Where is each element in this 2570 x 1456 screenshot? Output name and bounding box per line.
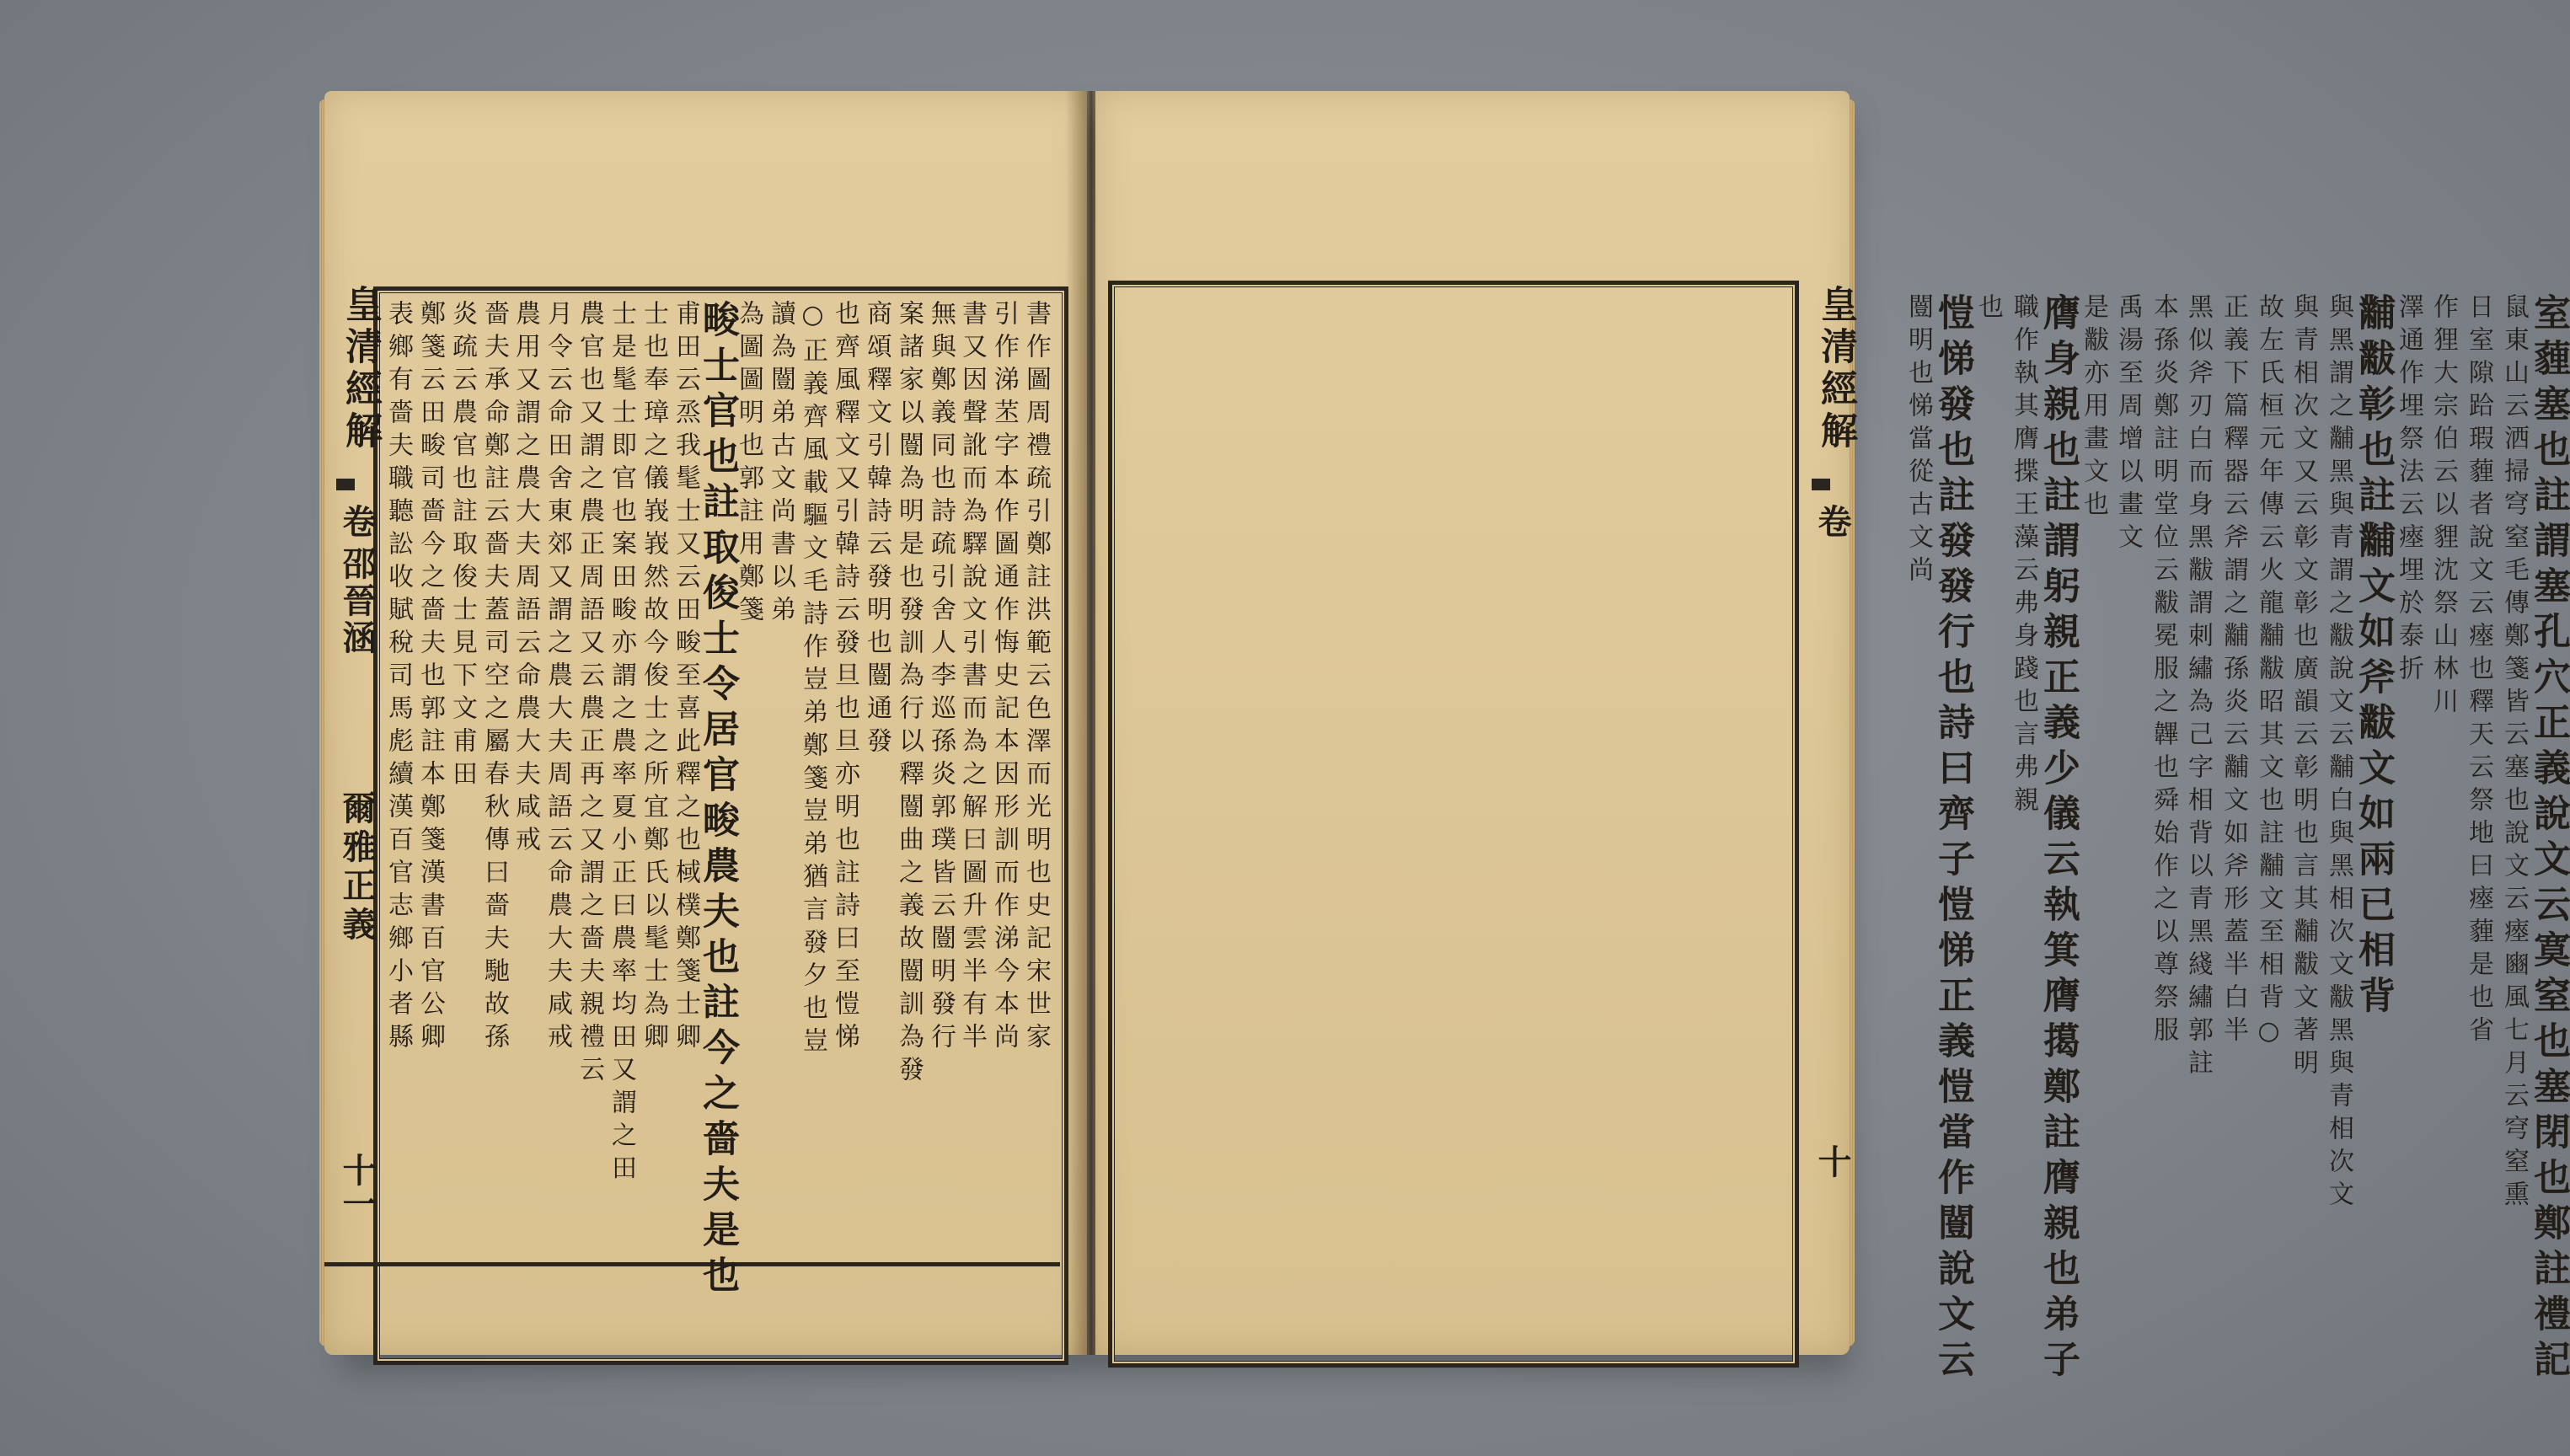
- commentary-column: 與黑謂之黼黑與青謂之黻說文云黼白與黑相次文黻黑與青相次文: [2324, 293, 2353, 1213]
- commentary-column: 是黻亦用畫文也: [2079, 293, 2108, 523]
- commentary-column: 表鄉有嗇夫職聽訟收賦稅司馬彪續漢百官志鄉小者縣: [383, 300, 413, 1056]
- right-margin-title: 皇清經解: [1814, 285, 1857, 453]
- left-margin-page-number: 十一: [337, 1153, 377, 1220]
- commentary-column: 商頌釋文引韓詩云發明也闓通發: [862, 300, 891, 760]
- commentary-column: 士也奉璋之儀峩峩然故今俊士之所宜鄭氏以髦士為卿: [639, 300, 668, 1056]
- commentary-column: 故左氏桓元年傳云火龍黼黻昭其文也註黼文至相背○: [2254, 293, 2284, 1053]
- right-margin-volume: 卷: [1812, 504, 1852, 538]
- headword-column: 愷悌發也註發發行也詩曰齊子愷悌正義愷當作闓說文云: [1931, 293, 1974, 1385]
- commentary-column: 正義下篇釋器云斧謂之黼孫炎云黼文如斧形蓋半白半: [2219, 293, 2248, 1049]
- right-page: [1095, 91, 2570, 1385]
- commentary-column: 書又因聲訛而為驛說文引書而為之解曰圖升雲半有半: [957, 300, 987, 1056]
- commentary-column: 月令云命田舍東郊又謂之農大夫周語云命農大夫咸戒: [543, 300, 572, 1056]
- commentary-column: 鼠東山云洒掃穹窒毛傳鄭箋皆云塞也說文云瘞豳風七月云穹窒熏: [2499, 293, 2529, 1213]
- commentary-column: 日室隙跲瑕薶者說文云瘞也釋天云祭地曰瘞薶是也省: [2464, 293, 2493, 1049]
- right-margin-page-number: 十: [1812, 1144, 1852, 1178]
- right-text-frame: [1108, 281, 1799, 1368]
- commentary-column: 嗇夫承命鄭註云嗇夫蓋司空之屬春秋傳曰嗇夫馳故孫: [479, 300, 509, 1056]
- commentary-column: 案諸家以闓為明是也發訓為行以釋闓曲之義故闓訓為發: [894, 300, 924, 1089]
- commentary-column: 甫田云烝我髦士又云田畯至喜此釋之也棫樸鄭箋士卿: [671, 300, 700, 1056]
- commentary-column: ○正義齊風載驅文毛詩作豈弟鄭箋豈弟猶言發夕也豈: [798, 300, 827, 1060]
- left-margin-chapter: 爾雅正義: [337, 790, 377, 945]
- commentary-column: 也: [1973, 293, 2003, 326]
- commentary-column: 黑似斧刃白而身黑黻謂刺繡為己字相背以青黑綫繡郭註: [2183, 293, 2213, 1082]
- commentary-column: 農用又謂之農大夫周語云命農大夫咸戒: [511, 300, 540, 859]
- commentary-column: 士是髦士即官也案田畯亦謂之農率夏小正曰農率均田又謂之田: [607, 300, 636, 1187]
- commentary-column: 闓明也悌當從古文尚: [1903, 293, 1933, 589]
- headword-column: 畯士官也註取俊士令居官畯農夫也註今之嗇夫是也: [696, 300, 739, 1301]
- commentary-column: 書作圖周禮疏引鄭註洪範云色澤而光明也史記宋世家: [1021, 300, 1051, 1056]
- commentary-column: 為圖圖明也郭註用鄭箋: [734, 300, 763, 629]
- left-margin-volume: 卷: [337, 504, 377, 538]
- commentary-column: 無與鄭義同也詩疏引舍人李巡孫炎郭璞皆云闓明發行: [926, 300, 956, 1056]
- commentary-column: 本孫炎鄭註明堂位云黻冕服之韠也舜始作之以尊祭服: [2149, 293, 2178, 1049]
- commentary-column: 澤通作埋祭法云瘞埋於泰折: [2394, 293, 2423, 688]
- fish-tail-mark: [336, 479, 355, 490]
- left-margin-scholar: 邵晉涵: [337, 546, 377, 657]
- commentary-column: 職作執其膺揲王藻云弗身踐也言弗親: [2009, 293, 2038, 819]
- commentary-column: 農官也又謂之農正周語又云農正再之又謂之嗇夫親禮云: [575, 300, 604, 1089]
- left-page: [324, 91, 1087, 1355]
- left-margin-title: 皇清經解: [339, 285, 382, 453]
- headword-column: 膺身親也註謂躬親正義少儀云執箕膺擖鄭註膺親也弟子: [2037, 293, 2080, 1385]
- commentary-column: 作狸大宗伯云以貍沈祭山林川: [2428, 293, 2458, 720]
- commentary-column: 也齊風釋文又引韓詩云發旦也旦亦明也註詩曰至愷悌: [830, 300, 859, 1056]
- commentary-column: 與青相次文又云彰文彰也廣韻云彰明也言其黼黻文著明: [2289, 293, 2318, 1082]
- commentary-column: 禹湯至周增以畫文: [2113, 293, 2143, 556]
- commentary-column: 鄭箋云田畯司嗇今之嗇夫也郭註本鄭箋漢書百官公卿: [415, 300, 445, 1056]
- commentary-column: 讀為闓弟古文尚書以弟: [766, 300, 795, 629]
- open-book: [324, 91, 2570, 1385]
- commentary-column: 炎疏云農官也註取俊士見下文甫田: [447, 300, 477, 793]
- headword-column: 黼黻彰也註黼文如斧黻文如兩已相背: [2352, 293, 2395, 1021]
- fish-tail-mark: [1812, 479, 1830, 490]
- headword-column: 室薶塞也註謂塞孔穴正義說文云寞窒也塞閉也鄭註禮記: [2527, 293, 2570, 1385]
- commentary-column: 引作涕苤字本作圖通作悔史記本因形訓而作涕今本尚: [989, 300, 1019, 1056]
